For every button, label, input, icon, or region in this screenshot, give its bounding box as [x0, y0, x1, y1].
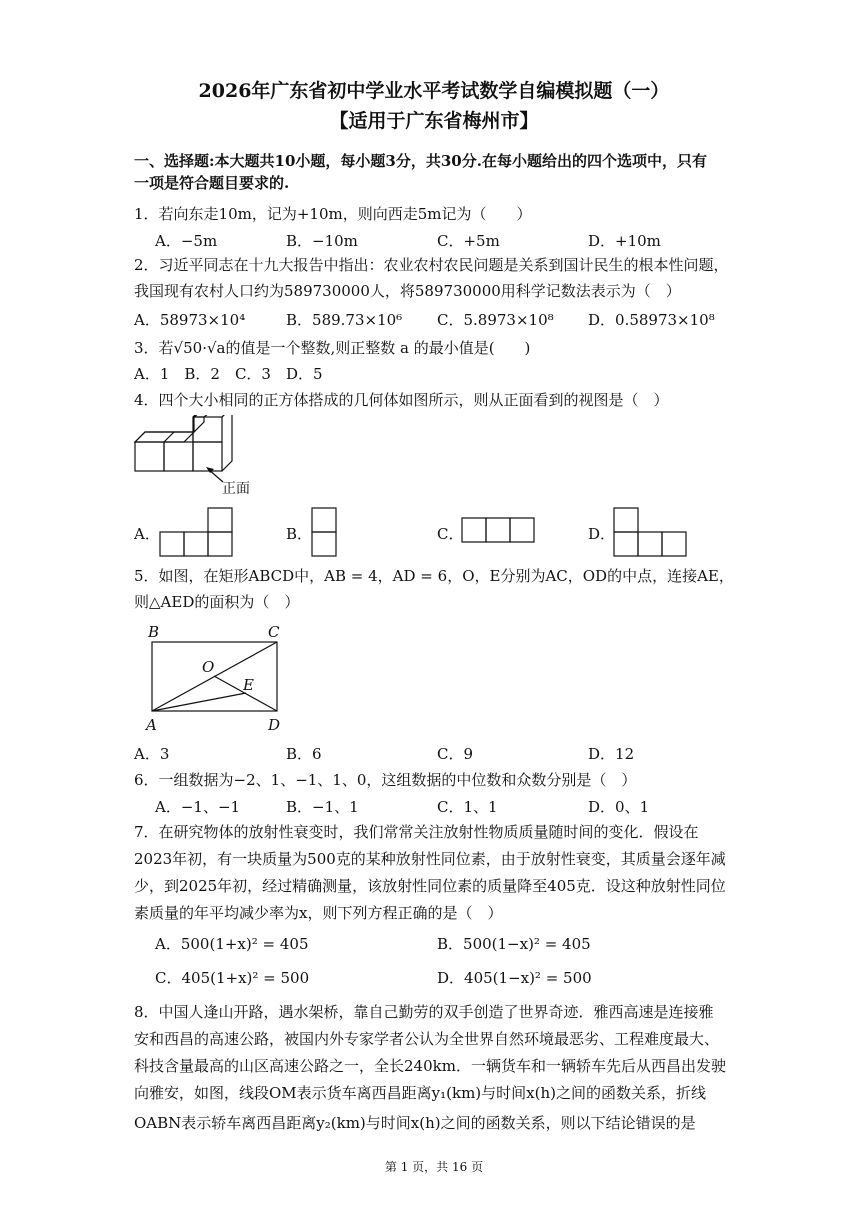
q3-options: A．1 B．2 C．3 D．5: [134, 365, 323, 383]
q1-option-b: B．−10m: [286, 232, 358, 250]
label-o: O: [202, 658, 215, 676]
question-3-stem: 3．若√50·√a的值是一个整数,则正整数 a 的最小值是( ): [134, 339, 531, 357]
question-8-stem-4: 向雅安，如图，线段OM表示货车离西昌距离y₁(km)与时间x(h)之间的函数关系，折线: [134, 1084, 706, 1102]
q7-option-b: B．500(1−x)² = 405: [437, 935, 591, 953]
q5-option-c: C．9: [437, 745, 474, 763]
q1-option-c: C．+5m: [437, 232, 500, 250]
section-header-cont: 一项是符合题目要求的.: [134, 174, 290, 192]
q2-option-b: B．589.73×10⁶: [286, 311, 403, 329]
q4-option-c-view: [460, 516, 540, 546]
page-footer: 第 1 页，共 16 页: [384, 1160, 484, 1174]
q6-option-b: B．−1、1: [286, 798, 359, 816]
q7-option-c: C．405(1+x)² = 500: [155, 969, 310, 987]
question-6-stem: 6．一组数据为−2、1、−1、1、0，这组数据的中位数和众数分别是（ ）: [134, 771, 637, 789]
q2-option-d: D．0.58973×10⁸: [588, 311, 715, 329]
q5-option-d: D．12: [588, 745, 635, 763]
q7-option-a: A．500(1+x)² = 405: [155, 935, 309, 953]
q7-option-d: D．405(1−x)² = 500: [437, 969, 592, 987]
q5-option-a: A．3: [134, 745, 170, 763]
question-7-stem-3: 少，到2025年初，经过精确测量，该放射性同位素的质量降至405克．设这种放射性同位: [134, 877, 726, 895]
q4-option-d-label: D．: [588, 525, 616, 543]
question-8-stem-3: 科技含量最高的山区高速公路之一，全长240km．一辆货车和一辆轿车先后从西昌出发驶: [134, 1057, 726, 1075]
q4-option-b-view: [310, 506, 340, 558]
q4-option-b-label: B．: [286, 525, 313, 543]
label-b: B: [148, 623, 160, 641]
q6-option-c: C．1、1: [437, 798, 498, 816]
label-d: D: [268, 716, 281, 734]
question-8-stem-2: 安和西昌的高速公路，被国内外专家学者公认为全世界自然环境最恶劣、工程难度最大、: [134, 1030, 720, 1048]
q2-option-a: A．58973×10⁴: [134, 311, 246, 329]
q1-option-d: D．+10m: [588, 232, 661, 250]
q4-option-d-view: [612, 506, 692, 558]
question-8-stem: 8．中国人逢山开路，遇水架桥，靠自己勤劳的双手创造了世界奇迹．雅西高速是连接雅: [134, 1003, 714, 1021]
question-2-stem: 2．习近平同志在十九大报告中指出：农业农村农民问题是关系到国计民生的根本性问题，: [134, 256, 729, 274]
question-7-stem-2: 2023年初，有一块质量为500克的某种放射性同位素，由于放射性衰变，其质量会逐年减: [134, 850, 726, 868]
label-c: C: [268, 623, 280, 641]
q4-option-c-label: C．: [437, 525, 464, 543]
question-2-stem-cont: 我国现有农村人口约为589730000人，将589730000用科学记数法表示为（ ）: [134, 282, 681, 300]
label-e: E: [243, 676, 254, 694]
q5-option-b: B．6: [286, 745, 322, 763]
q2-option-c: C．5.8973×10⁸: [437, 311, 554, 329]
question-8-stem-5: OABN表示轿车离西昌距离y₂(km)与时间x(h)之间的函数关系，则以下结论错误的是: [134, 1114, 696, 1132]
question-7-stem-4: 素质量的年平均减少率为x，则下列方程正确的是（ ）: [134, 904, 503, 922]
q6-option-d: D．0、1: [588, 798, 650, 816]
question-5-stem-cont: 则△AED的面积为（ ）: [134, 593, 300, 611]
question-7-stem: 7．在研究物体的放射性衰变时，我们常常关注放射性物质质量随时间的变化．假设在: [134, 823, 699, 841]
question-4-stem: 4．四个大小相同的正方体搭成的几何体如图所示，则从正面看到的视图是（ ）: [134, 391, 669, 409]
label-a: A: [146, 716, 157, 734]
question-5-stem: 5．如图，在矩形ABCD中，AB = 4，AD = 6，O，E分别为AC，OD的中点，连接AE，: [134, 567, 734, 585]
q5-rectangle-figure: [140, 620, 300, 735]
q6-option-a: A．−1、−1: [155, 798, 241, 816]
page-subtitle: 【适用于广东省梅州市】: [329, 110, 539, 132]
q4-option-a-view: [158, 506, 238, 558]
section-header: 一、选择题:本大题共10小题，每小题3分，共30分.在每小题给出的四个选项中，只有: [134, 152, 707, 170]
q4-option-a-label: A．: [134, 525, 160, 543]
q1-option-a: A．−5m: [155, 232, 218, 250]
page-title: 2026年广东省初中学业水平考试数学自编模拟题（一）: [198, 80, 670, 102]
question-1-stem: 1．若向东走10m，记为+10m，则向西走5m记为（ ）: [134, 205, 532, 223]
q4-front-label: 正面: [222, 481, 250, 497]
